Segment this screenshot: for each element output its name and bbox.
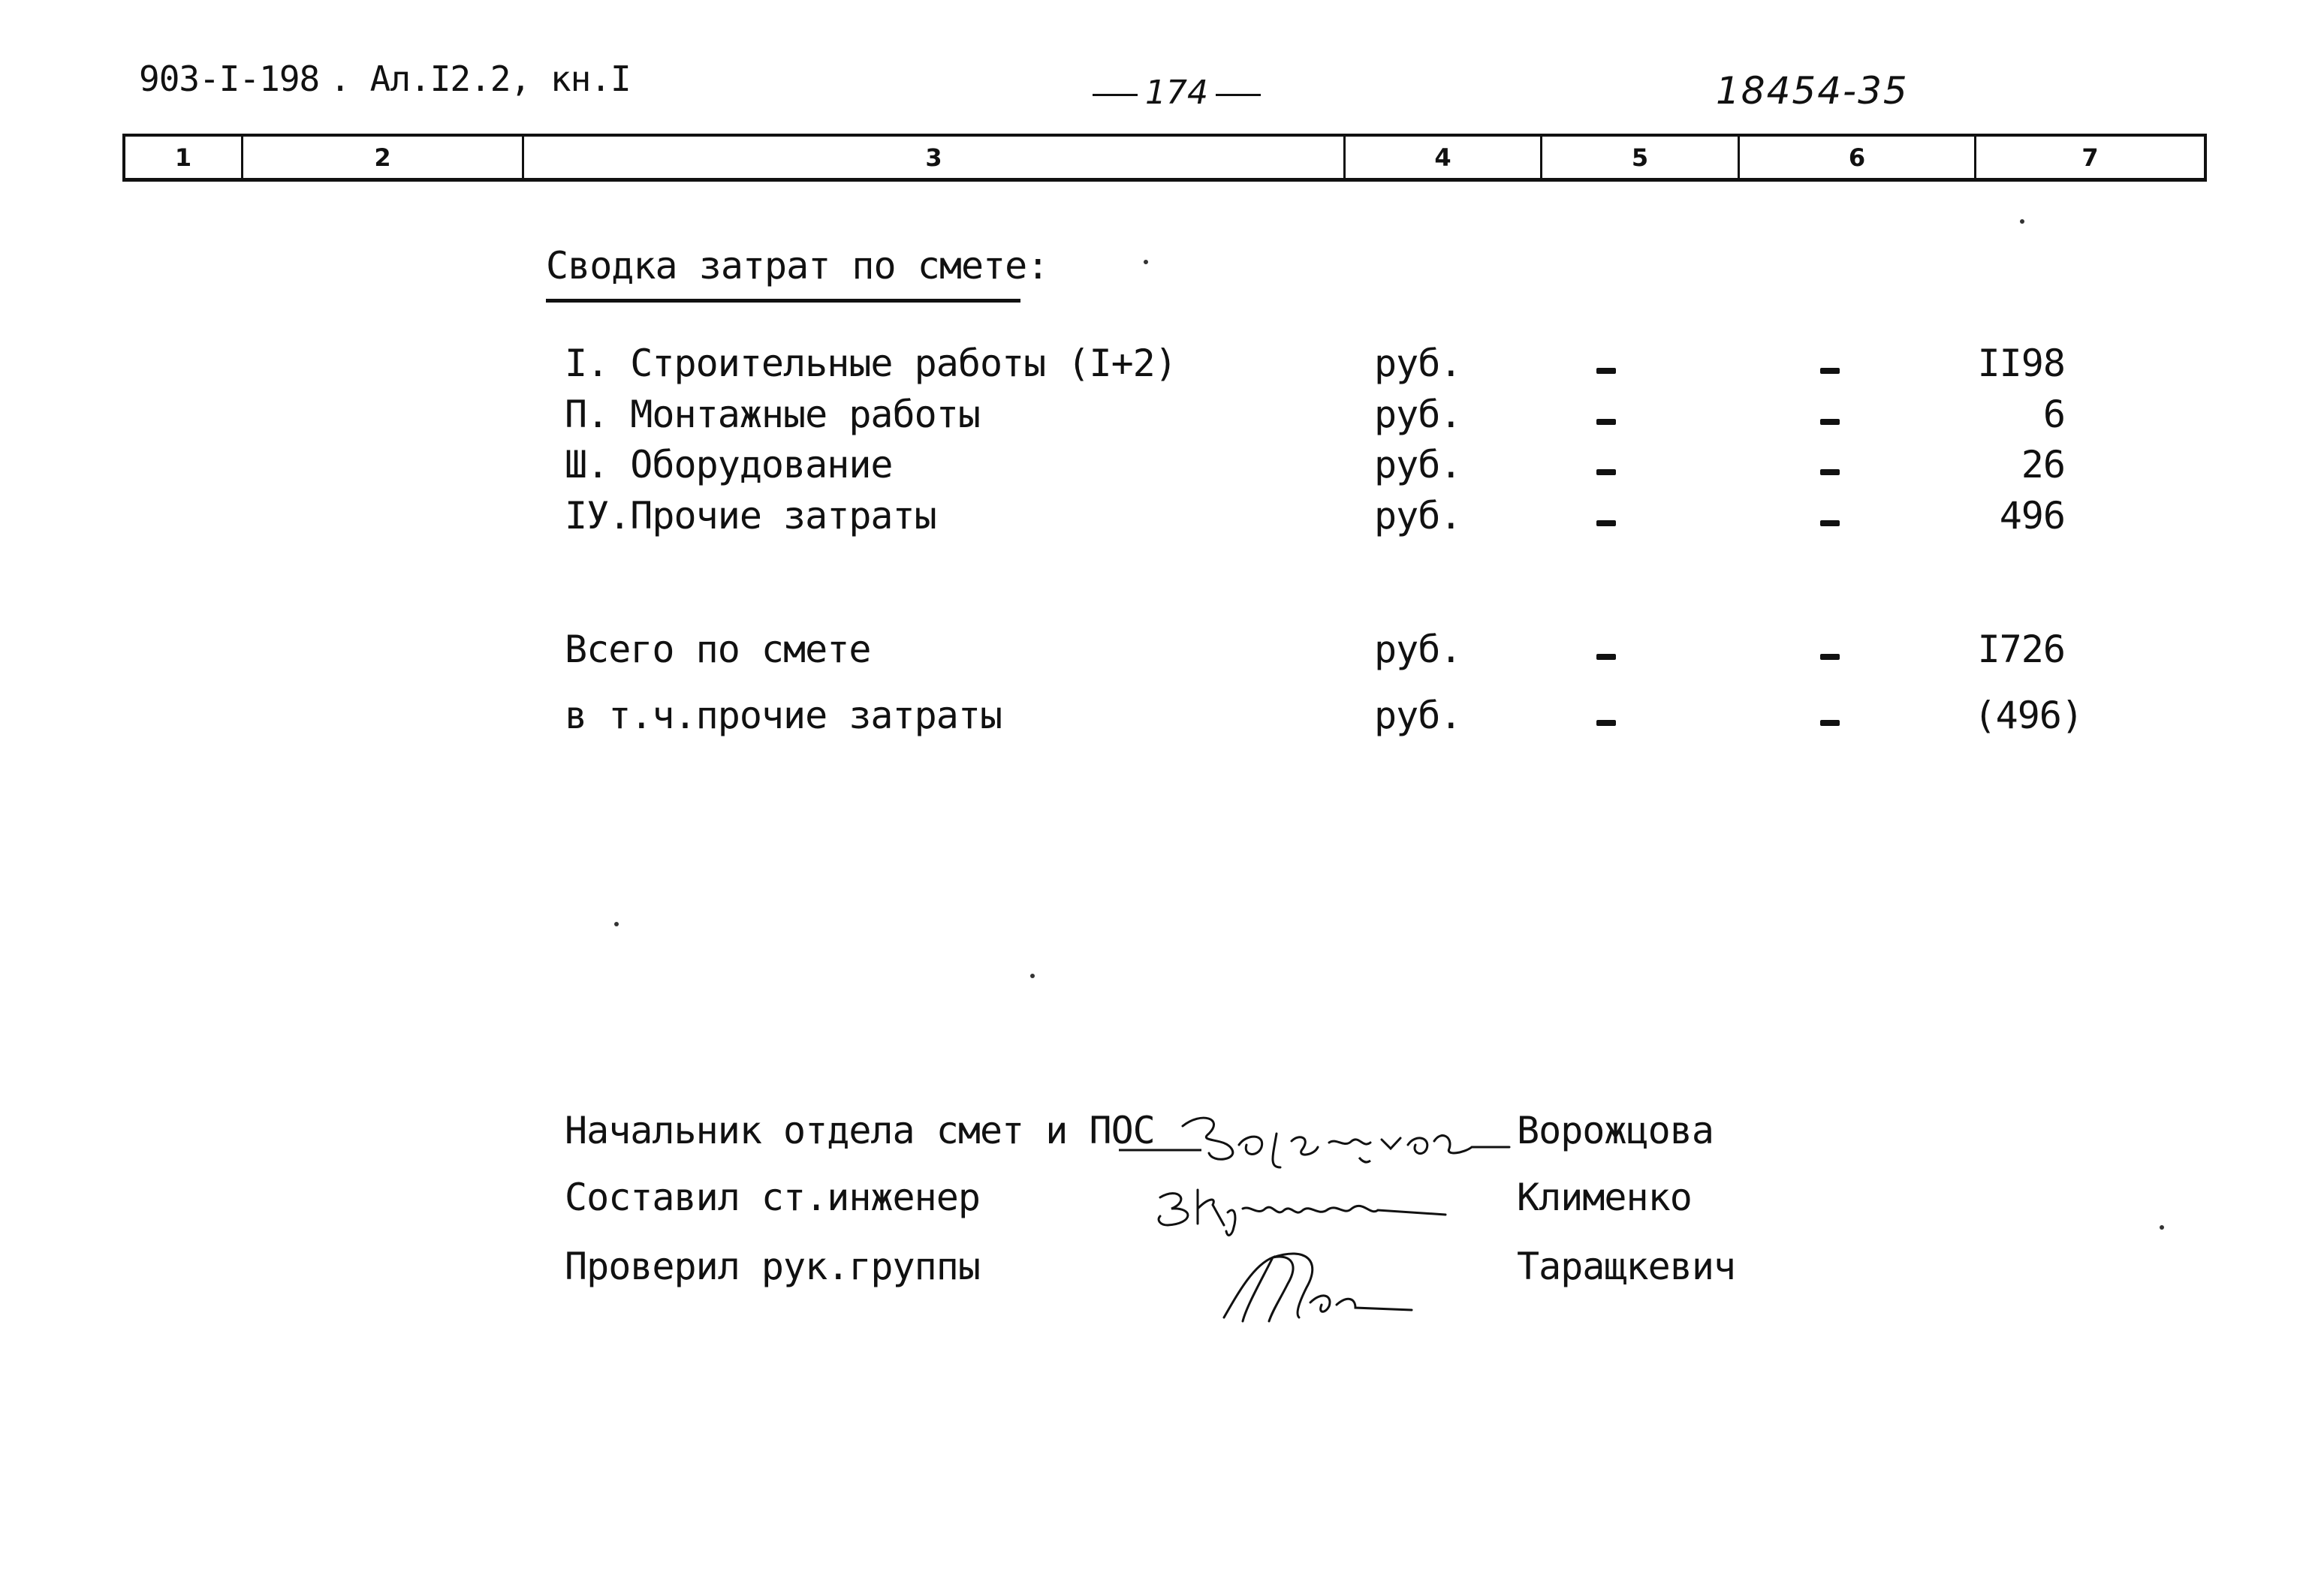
including-value: (496) bbox=[1973, 694, 2083, 737]
cost-row-dash-col6 bbox=[1820, 368, 1840, 374]
scan-speck bbox=[2020, 219, 2024, 224]
scan-speck bbox=[614, 922, 619, 926]
cost-row-value: 6 bbox=[2042, 393, 2065, 436]
archive-number: 18454-35 bbox=[1716, 69, 1909, 113]
cost-row-dash-col5 bbox=[1596, 368, 1616, 374]
handwritten-signature-3 bbox=[1209, 1239, 1434, 1332]
cost-row-value: 496 bbox=[1999, 494, 2065, 538]
document-code bbox=[139, 59, 631, 99]
column-header-6: 6 bbox=[1740, 137, 1976, 178]
cost-row-dash-col6 bbox=[1820, 469, 1840, 475]
page-number-value: 174 bbox=[1145, 74, 1208, 112]
sheet-reference: . Ал.I2.2, кн.I bbox=[330, 59, 631, 99]
handwritten-signature-1 bbox=[1111, 1104, 1517, 1174]
column-header-5: 5 bbox=[1542, 137, 1740, 178]
including-dash-col5 bbox=[1596, 720, 1616, 726]
summary-title-underline bbox=[546, 299, 1020, 303]
cost-row-dash-col6 bbox=[1820, 520, 1840, 526]
summary-title: Сводка затрат по смете: bbox=[546, 244, 1049, 288]
page-number bbox=[1085, 74, 1268, 112]
scan-speck bbox=[1144, 260, 1148, 264]
column-header-row bbox=[122, 134, 2207, 182]
column-header-7: 7 bbox=[2081, 143, 2099, 172]
including-dash-col6 bbox=[1820, 720, 1840, 726]
column-header-3: 3 bbox=[524, 137, 1346, 178]
cost-row-label: IУ.Прочие затраты bbox=[565, 494, 936, 538]
signature-role-head: Начальник отдела смет и ПОС bbox=[565, 1109, 1155, 1152]
total-dash-col6 bbox=[1820, 654, 1840, 660]
handwritten-signature-2 bbox=[1153, 1171, 1468, 1242]
cost-row-label: Ш. Оборудование bbox=[565, 443, 893, 486]
scan-speck bbox=[2160, 1225, 2164, 1230]
column-header-4: 4 bbox=[1346, 137, 1542, 178]
signature-name-engineer: Клименко bbox=[1517, 1176, 1692, 1219]
column-header-1: 1 bbox=[125, 137, 243, 178]
cost-row-label: I. Строительные работы (I+2) bbox=[565, 342, 1177, 385]
including-unit: руб. bbox=[1374, 694, 1462, 737]
total-unit: руб. bbox=[1374, 628, 1462, 671]
total-label: Всего по смете bbox=[565, 628, 871, 671]
cost-row-dash-col5 bbox=[1596, 520, 1616, 526]
signature-role-group-lead: Проверил рук.группы bbox=[565, 1245, 980, 1288]
cost-row-unit: руб. bbox=[1374, 494, 1462, 538]
including-label: в т.ч.прочие затраты bbox=[565, 694, 1002, 737]
cost-row-dash-col6 bbox=[1820, 419, 1840, 425]
signature-role-engineer: Составил ст.инженер bbox=[565, 1176, 980, 1219]
document-number: 903-I-198 bbox=[139, 59, 320, 99]
total-value: I726 bbox=[1977, 628, 2065, 671]
cost-row-unit: руб. bbox=[1374, 393, 1462, 436]
cost-row-value: II98 bbox=[1977, 342, 2065, 385]
scan-speck bbox=[1030, 974, 1035, 978]
total-dash-col5 bbox=[1596, 654, 1616, 660]
cost-row-label: П. Монтажные работы bbox=[565, 393, 980, 436]
cost-row-unit: руб. bbox=[1374, 342, 1462, 385]
cost-row-dash-col5 bbox=[1596, 419, 1616, 425]
column-header-2: 2 bbox=[243, 137, 524, 178]
cost-row-unit: руб. bbox=[1374, 443, 1462, 486]
cost-row-value: 26 bbox=[2021, 443, 2065, 486]
cost-row-dash-col5 bbox=[1596, 469, 1616, 475]
signature-name-group-lead: Таращкевич bbox=[1517, 1245, 1736, 1288]
signature-name-head: Ворожцова bbox=[1517, 1109, 1714, 1152]
